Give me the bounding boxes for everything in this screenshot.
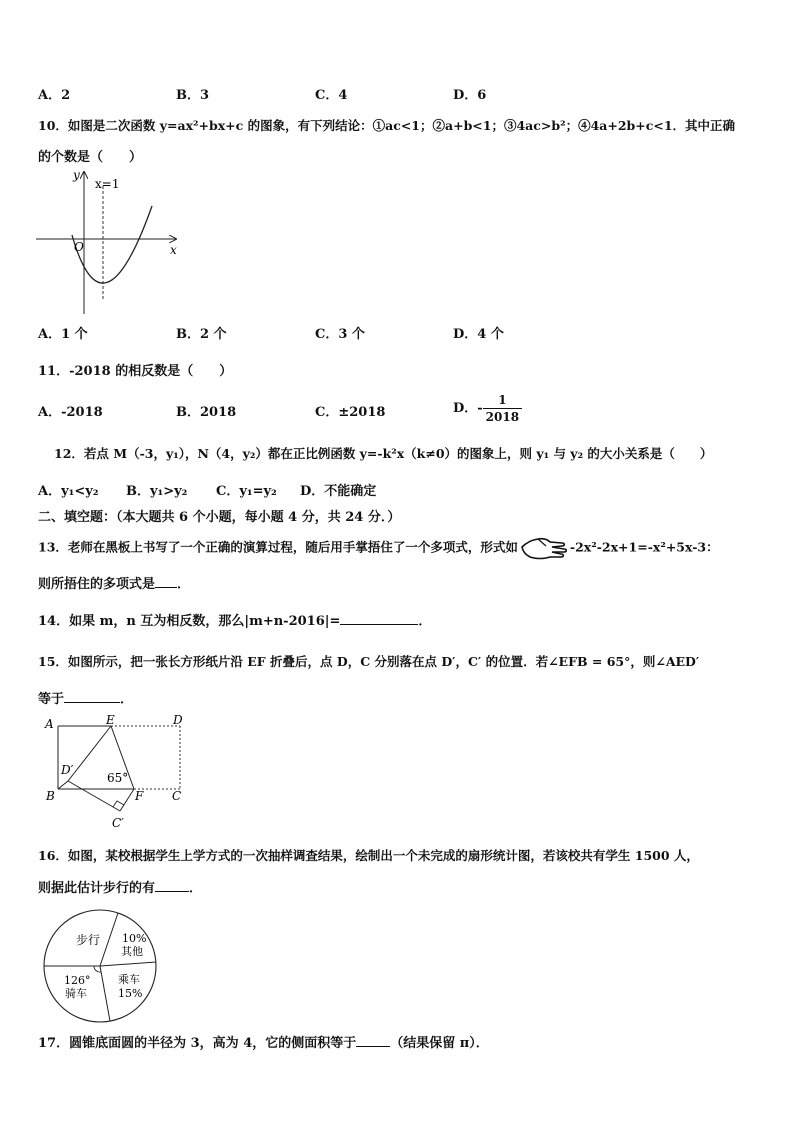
- option-d: D．6: [453, 88, 487, 103]
- answer-blank[interactable]: [155, 574, 177, 588]
- question-17-after: （结果保留 π）．: [390, 1036, 489, 1051]
- option-b: B．3: [176, 88, 210, 103]
- hand-icon: [520, 537, 568, 559]
- question-13-period: ．: [177, 577, 191, 592]
- folded-rectangle-figure: [42, 714, 192, 832]
- option-a: A．2: [38, 88, 71, 103]
- bus-label: 乘车: [118, 973, 140, 986]
- pie-chart: [38, 904, 162, 1028]
- fraction-numerator: 1: [483, 392, 522, 409]
- answer-blank[interactable]: [155, 878, 189, 892]
- fraction-denominator: 2018: [485, 410, 520, 424]
- question-16-line2: 则据此估计步行的有: [38, 881, 156, 896]
- option-b: B．2018: [176, 405, 237, 420]
- symmetry-label: x=1: [95, 177, 120, 191]
- option-b: B．2 个: [176, 327, 227, 342]
- question-13-text: [38, 537, 719, 559]
- question-13-line2: 则所捂住的多项式是: [38, 577, 156, 592]
- other-label: 其他: [121, 945, 143, 958]
- option-d: D．4 个: [453, 327, 504, 342]
- parabola-graph: [34, 166, 184, 316]
- question-16-period: ．: [189, 881, 203, 896]
- bike-label: 骑车: [65, 987, 87, 1000]
- option-d-prefix: D．-: [453, 401, 483, 416]
- label-F: F: [135, 789, 144, 803]
- angle-label: 65°: [107, 771, 129, 785]
- label-C: C: [172, 789, 182, 803]
- question-15-line2: 等于: [38, 692, 65, 707]
- option-a: A．y₁<y₂: [38, 484, 99, 499]
- question-16-text-cont: [38, 877, 202, 896]
- answer-blank[interactable]: [356, 1033, 390, 1047]
- option-c: C．4: [315, 88, 348, 103]
- question-11-text: 11．-2018 的相反数是（ ）: [38, 364, 233, 379]
- question-15-period: ．: [120, 692, 134, 707]
- label-D-prime: D′: [61, 763, 74, 777]
- answer-blank[interactable]: [340, 611, 418, 625]
- question-16-text: 16．如图，某校根据学生上学方式的一次抽样调查结果，绘制出一个未完成的扇形统计图，若该校共有学生 1500 人，: [38, 848, 699, 863]
- question-10-text: 10．如图是二次函数 y=ax²+bx+c 的图象，有下列结论：①ac<1；②a+b<1；③4ac>b²；④4a+2b+c<1．其中正确: [38, 118, 736, 133]
- question-14-period: ．: [418, 614, 432, 629]
- option-c: C．±2018: [315, 405, 386, 420]
- question-17-text: [38, 1032, 489, 1051]
- option-b: B．y₁>y₂: [126, 484, 188, 499]
- question-15-text-cont: [38, 688, 133, 707]
- bus-percent: 15%: [118, 987, 143, 1000]
- question-13-after: -2x²-2x+1=-x²+5x-3：: [569, 539, 719, 555]
- question-15-text: 15．如图所示，把一张长方形纸片沿 EF 折叠后，点 D，C 分别落在点 D′，C′ 的位置．若∠EFB = 65°，则∠AED′: [38, 654, 700, 669]
- section-title: 二、填空题：（本大题共 6 个小题，每小题 4 分，共 24 分．）: [38, 510, 401, 525]
- question-13-text-cont: [38, 573, 190, 592]
- option-a: A．-2018: [38, 405, 103, 420]
- option-d: D．不能确定: [300, 484, 377, 499]
- option-c: C．3 个: [315, 327, 365, 342]
- origin-label: O: [74, 240, 84, 254]
- label-E: E: [106, 714, 115, 727]
- answer-blank[interactable]: [64, 689, 120, 703]
- question-14-before: 14．如果 m，n 互为相反数，那么|m+n-2016|=: [38, 614, 341, 629]
- x-axis-label: x: [170, 243, 177, 257]
- question-13-before: 13．老师在黑板上书写了一个正确的演算过程，随后用手掌捂住了一个多项式，形式如: [38, 539, 518, 555]
- fraction: [483, 392, 522, 425]
- option-d: [453, 392, 522, 425]
- label-C-prime: C′: [112, 816, 124, 830]
- question-14-text: [38, 610, 431, 629]
- label-D: D: [173, 714, 183, 727]
- bike-angle: 126°: [64, 974, 91, 987]
- y-axis-label: y: [73, 168, 80, 182]
- option-c: C．y₁=y₂: [216, 484, 277, 499]
- walk-label: 步行: [76, 933, 101, 947]
- label-B: B: [46, 789, 55, 803]
- question-12-text: 12．若点 M（-3，y₁），N（4，y₂）都在正比例函数 y=-k²x（k≠0）的图象上，则 y₁ 与 y₂ 的大小关系是（ ）: [54, 446, 713, 461]
- option-a: A．1 个: [38, 327, 88, 342]
- label-A: A: [45, 717, 54, 731]
- other-percent: 10%: [122, 932, 147, 945]
- question-10-text-cont: 的个数是（ ）: [38, 150, 143, 165]
- question-17-before: 17．圆锥底面圆的半径为 3，高为 4，它的侧面积等于: [38, 1036, 357, 1051]
